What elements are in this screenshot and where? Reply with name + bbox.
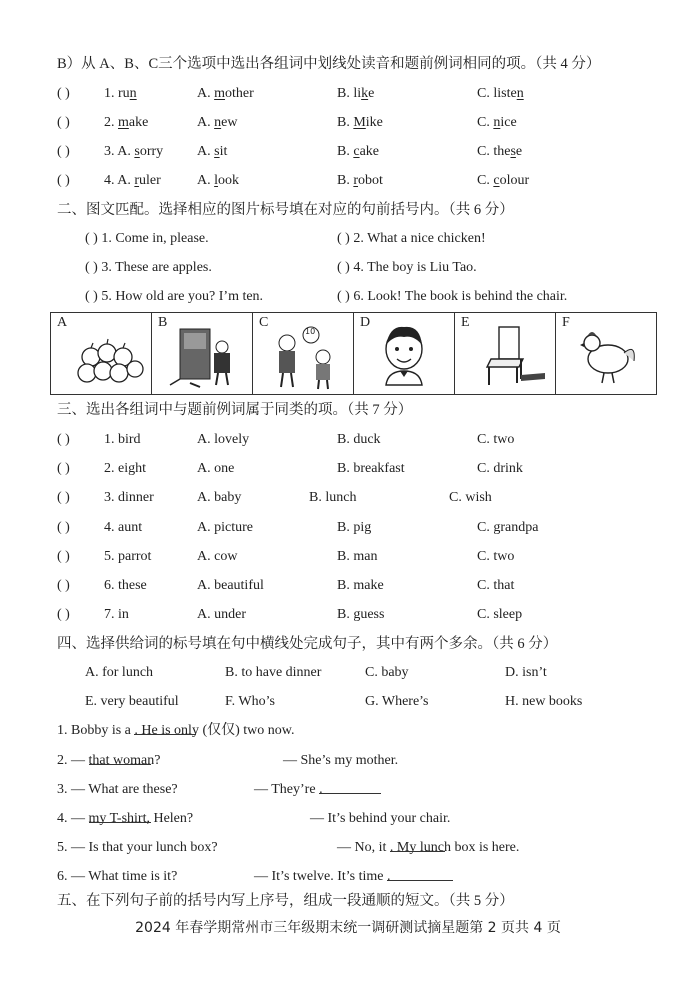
section4-heading: 四、选择供给词的标号填在句中横线处完成句子，其中有两个多余。（共 6 分） xyxy=(57,636,558,652)
chair-icon xyxy=(455,313,555,394)
apples-icon xyxy=(51,313,151,394)
option-b: B. cake xyxy=(337,144,379,159)
question-word: 7. in xyxy=(104,607,129,622)
sentence-text: 5. — Is that your lunch box? xyxy=(57,840,218,855)
option-c: C. nice xyxy=(477,115,517,130)
question-word: 4. aunt xyxy=(104,520,143,535)
answer-blank[interactable] xyxy=(319,779,381,794)
match-sentence-3[interactable]: ( ) 3. These are apples. xyxy=(85,260,212,275)
word-option-a: A. for lunch xyxy=(85,665,154,680)
option-b: B. like xyxy=(337,86,375,101)
answer-blank[interactable] xyxy=(89,808,151,823)
answer-paren[interactable]: ( ) xyxy=(57,432,70,447)
match-row-2 xyxy=(0,257,696,279)
option-a: A. sit xyxy=(197,144,228,159)
option-a: A. mother xyxy=(197,86,254,101)
question-word: 1. bird xyxy=(104,432,141,447)
partB-item-1 xyxy=(0,83,696,105)
picture-a: A xyxy=(51,313,152,394)
fill-sentence-3 xyxy=(0,779,696,801)
option-b: B. make xyxy=(337,578,384,593)
question-word: 4. A. ruler xyxy=(104,173,161,188)
sentence-text: 4. — my T-shirt, Helen? xyxy=(57,808,193,830)
word-option-b: B. to have dinner xyxy=(225,665,322,680)
sentence-reply: — No, it . My lunch box is here. xyxy=(337,837,519,859)
option-c: C. wish xyxy=(449,490,492,505)
answer-blank[interactable] xyxy=(134,720,196,735)
section3-item-3 xyxy=(0,487,696,509)
option-c: C. colour xyxy=(477,173,530,188)
option-a: A. new xyxy=(197,115,238,130)
partB-item-3 xyxy=(0,141,696,163)
match-sentence-2[interactable]: ( ) 2. What a nice chicken! xyxy=(337,231,486,246)
match-sentence-5[interactable]: ( ) 5. How old are you? I’m ten. xyxy=(85,289,264,304)
option-c: C. two xyxy=(477,432,515,447)
word-bank-row-2 xyxy=(0,691,696,713)
sentence-text: 3. — What are these? xyxy=(57,782,178,797)
section3-heading: 三、选出各组词中与题前例词属于同类的项。（共 7 分） xyxy=(57,402,413,418)
fill-sentence-4 xyxy=(0,808,696,830)
answer-blank[interactable] xyxy=(387,866,453,881)
option-a: A. lovely xyxy=(197,432,250,447)
answer-paren[interactable]: ( ) xyxy=(57,115,70,130)
question-word: 5. parrot xyxy=(104,549,152,564)
option-c: C. listen xyxy=(477,86,524,101)
option-a: A. under xyxy=(197,607,246,622)
children-icon xyxy=(253,313,353,394)
answer-paren[interactable]: ( ) xyxy=(57,607,70,622)
option-a: A. baby xyxy=(197,490,242,505)
answer-paren[interactable]: ( ) xyxy=(57,520,70,535)
option-a: A. look xyxy=(197,173,240,188)
answer-paren[interactable]: ( ) xyxy=(57,144,70,159)
picture-e: E xyxy=(455,313,556,394)
answer-blank[interactable] xyxy=(390,837,445,852)
partB-item-2 xyxy=(0,112,696,134)
option-a: A. one xyxy=(197,461,235,476)
chicken-icon xyxy=(556,313,656,394)
sentence-text: 1. Bobby is a . He is only (仅仅) two now. xyxy=(57,720,294,742)
word-option-e: E. very beautiful xyxy=(85,694,179,709)
option-b: B. robot xyxy=(337,173,383,188)
match-row-3 xyxy=(0,286,696,308)
picture-c: C 10 xyxy=(253,313,354,394)
option-a: A. beautiful xyxy=(197,578,264,593)
match-row-1 xyxy=(0,228,696,250)
option-b: B. pig xyxy=(337,520,372,535)
picture-f: F xyxy=(556,313,656,394)
answer-paren[interactable]: ( ) xyxy=(57,461,70,476)
option-c: C. grandpa xyxy=(477,520,539,535)
word-option-f: F. Who’s xyxy=(225,694,275,709)
partB-heading: B）从 A、B、C三个选项中选出各组词中划线处读音和题前例词相同的项。（共 4 分） xyxy=(57,56,601,72)
option-a: A. picture xyxy=(197,520,253,535)
section3-item-2 xyxy=(0,458,696,480)
section3-item-4 xyxy=(0,517,696,539)
question-word: 1. run xyxy=(104,86,137,101)
sentence-reply: — It’s behind your chair. xyxy=(310,811,451,826)
age-badge: 10 xyxy=(305,327,316,336)
question-word: 3. dinner xyxy=(104,490,154,505)
question-word: 3. A. sorry xyxy=(104,144,164,159)
word-bank-row-1 xyxy=(0,662,696,684)
match-sentence-4[interactable]: ( ) 4. The boy is Liu Tao. xyxy=(337,260,477,275)
boy-icon xyxy=(354,313,454,394)
section3-item-1 xyxy=(0,429,696,451)
sentence-reply: — They’re . xyxy=(254,779,323,801)
fill-sentence-2 xyxy=(0,750,696,772)
option-b: B. breakfast xyxy=(337,461,405,476)
option-b: B. guess xyxy=(337,607,385,622)
answer-paren[interactable]: ( ) xyxy=(57,490,70,505)
question-word: 2. make xyxy=(104,115,149,130)
fill-sentence-1 xyxy=(0,720,696,742)
question-word: 6. these xyxy=(104,578,147,593)
answer-paren[interactable]: ( ) xyxy=(57,86,70,101)
option-c: C. these xyxy=(477,144,523,159)
option-a: A. cow xyxy=(197,549,238,564)
word-option-h: H. new books xyxy=(505,694,583,709)
word-option-c: C. baby xyxy=(365,665,409,680)
answer-blank[interactable] xyxy=(89,750,151,765)
section5-heading: 五、在下列句子前的括号内写上序号，组成一段通顺的短文。（共 5 分） xyxy=(57,893,514,909)
fill-sentence-5 xyxy=(0,837,696,859)
picture-b: B xyxy=(152,313,253,394)
word-option-g: G. Where’s xyxy=(365,694,429,709)
section3-item-7 xyxy=(0,604,696,626)
answer-paren[interactable]: ( ) xyxy=(57,549,70,564)
door-icon xyxy=(152,313,252,394)
sentence-reply: — It’s twelve. It’s time . xyxy=(254,866,390,888)
answer-paren[interactable]: ( ) xyxy=(57,173,70,188)
partB-item-4 xyxy=(0,170,696,192)
fill-sentence-6 xyxy=(0,866,696,888)
option-c: C. that xyxy=(477,578,515,593)
section3-item-6 xyxy=(0,575,696,597)
match-sentence-1[interactable]: ( ) 1. Come in, please. xyxy=(85,231,209,246)
picture-d: D xyxy=(354,313,455,394)
option-b: B. man xyxy=(337,549,378,564)
match-sentence-6[interactable]: ( ) 6. Look! The book is behind the chair. xyxy=(337,289,568,304)
option-c: C. two xyxy=(477,549,515,564)
page-footer: 2024 年春学期常州市三年级期末统一调研测试摘星题第 2 页共 4 页 xyxy=(135,920,561,936)
option-c: C. drink xyxy=(477,461,523,476)
section3-item-5 xyxy=(0,546,696,568)
picture-grid xyxy=(50,312,657,395)
sentence-text: 6. — What time is it? xyxy=(57,869,178,884)
option-c: C. sleep xyxy=(477,607,523,622)
sentence-text: 2. — that woman? xyxy=(57,750,160,772)
option-b: B. Mike xyxy=(337,115,383,130)
section2-heading: 二、图文匹配。选择相应的图片标号填在对应的句前括号内。（共 6 分） xyxy=(57,202,514,218)
word-option-d: D. isn’t xyxy=(505,665,547,680)
answer-paren[interactable]: ( ) xyxy=(57,578,70,593)
question-word: 2. eight xyxy=(104,461,146,476)
sentence-reply: — She’s my mother. xyxy=(283,753,399,768)
option-b: B. lunch xyxy=(309,490,357,505)
option-b: B. duck xyxy=(337,432,381,447)
